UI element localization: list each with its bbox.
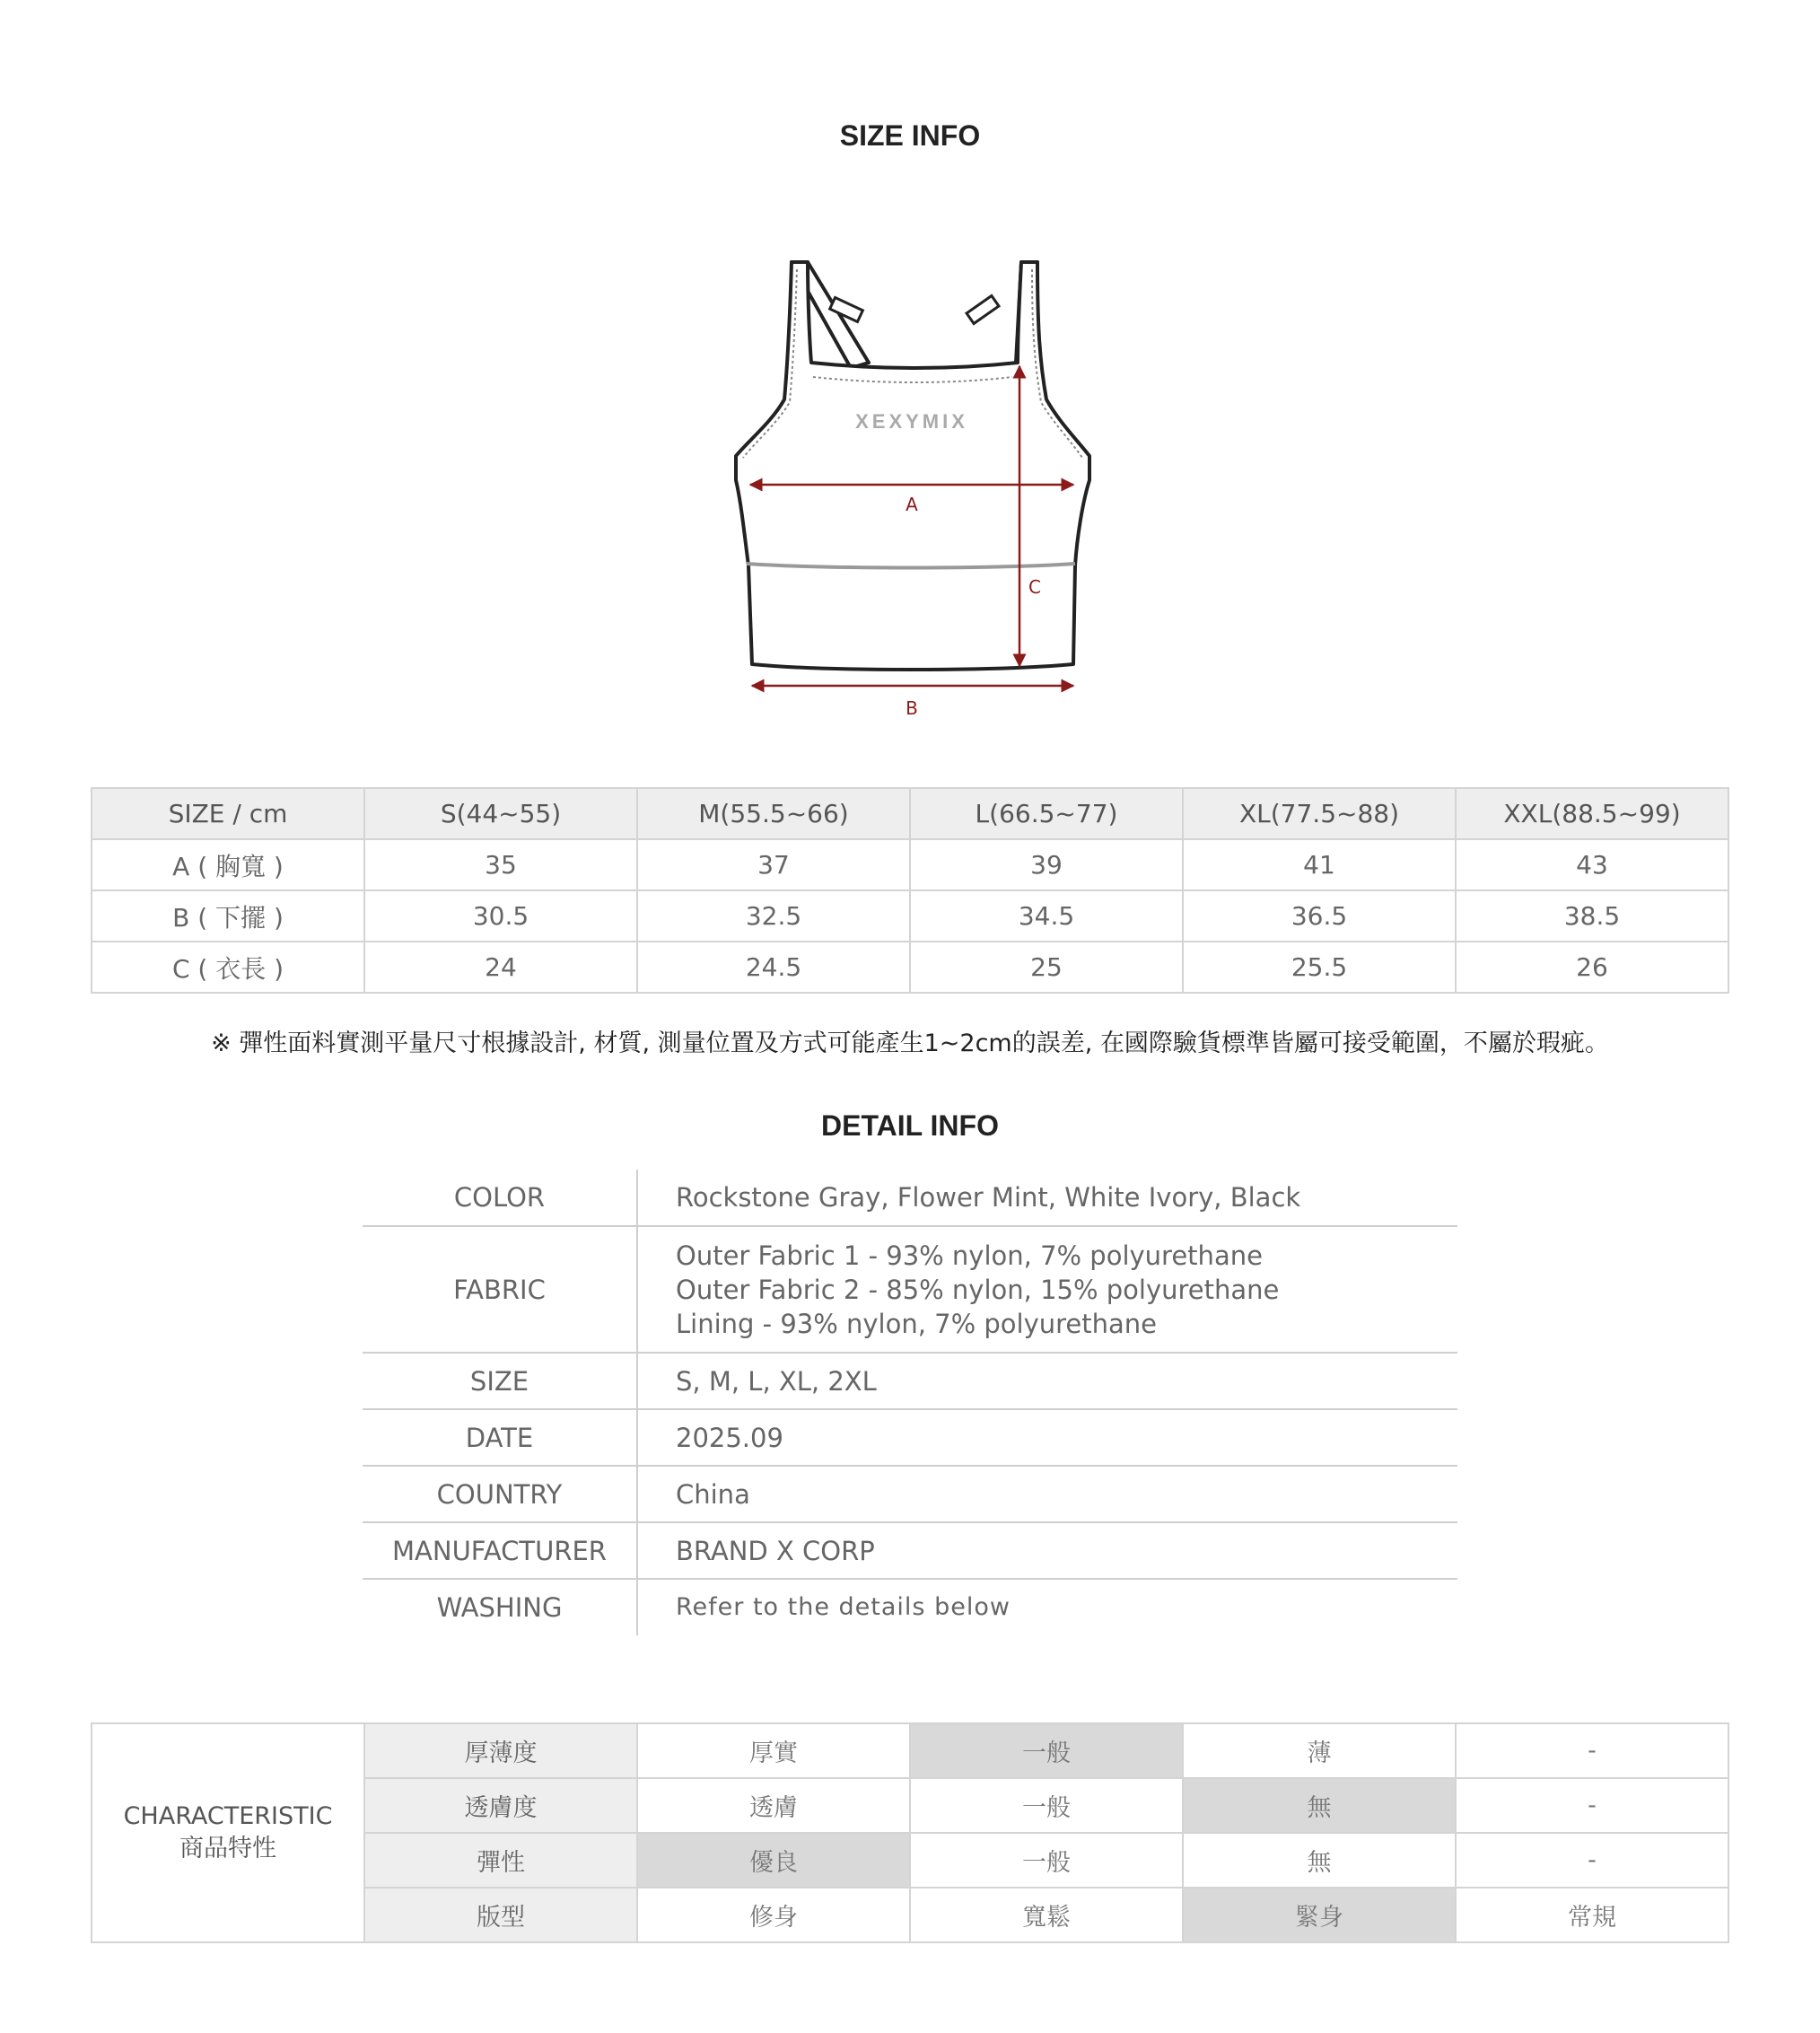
characteristic-option: 寬鬆 [910, 1888, 1183, 1942]
size-cell: 32.5 [637, 890, 910, 942]
characteristic-table [91, 1722, 1729, 1943]
characteristic-option: 一般 [910, 1778, 1183, 1833]
characteristic-attribute: 版型 [364, 1888, 637, 1942]
characteristic-option: 常規 [1456, 1888, 1728, 1942]
size-cell: 25 [910, 942, 1183, 993]
size-table-header [92, 788, 1728, 839]
size-header-cell: SIZE / cm [92, 788, 364, 839]
size-header-cell: M(55.5~66) [637, 788, 910, 839]
size-cell: 38.5 [1456, 890, 1728, 942]
size-cell: 24 [364, 942, 637, 993]
size-table-row [92, 942, 1728, 993]
characteristic-attribute: 厚薄度 [364, 1723, 637, 1778]
characteristic-option: 優良 [637, 1833, 910, 1888]
detail-row-fabric [363, 1226, 1457, 1353]
detail-value [637, 1579, 1457, 1635]
size-row-label: B ( 下擺 ) [92, 890, 364, 942]
size-header-cell: S(44~55) [364, 788, 637, 839]
measure-b-label: B [906, 697, 918, 719]
size-cell: 43 [1456, 839, 1728, 890]
size-cell: 37 [637, 839, 910, 890]
detail-info-title: DETAIL INFO [821, 1109, 999, 1142]
detail-row-manufacturer [363, 1522, 1457, 1579]
detail-value-line: S, M, L, XL, 2XL [676, 1365, 877, 1397]
characteristic-row [92, 1723, 1728, 1778]
detail-label: DATE [363, 1409, 637, 1466]
characteristic-option: 一般 [910, 1723, 1183, 1778]
size-cell: 34.5 [910, 890, 1183, 942]
characteristic-option: 無 [1183, 1833, 1456, 1888]
detail-value-line: 2025.09 [676, 1422, 783, 1453]
detail-value-line: Outer Fabric 1 - 93% nylon, 7% polyurethane [676, 1240, 1263, 1271]
size-table-row [92, 839, 1728, 890]
characteristic-header [92, 1723, 364, 1942]
size-cell: 35 [364, 839, 637, 890]
detail-value [637, 1226, 1457, 1353]
detail-label: COLOR [363, 1170, 637, 1226]
characteristic-title-en: CHARACTERISTIC [123, 1802, 333, 1830]
detail-value-line: China [676, 1478, 750, 1510]
detail-row-country [363, 1466, 1457, 1522]
size-header-cell: XXL(88.5~99) [1456, 788, 1728, 839]
detail-label: MANUFACTURER [363, 1522, 637, 1579]
measure-a-label: A [906, 494, 918, 515]
characteristic-option: 厚實 [637, 1723, 910, 1778]
detail-value [637, 1353, 1457, 1409]
detail-label: COUNTRY [363, 1466, 637, 1522]
size-table [91, 787, 1729, 994]
characteristic-option: 緊身 [1183, 1888, 1456, 1942]
characteristic-option: - [1456, 1833, 1728, 1888]
characteristic-attribute: 彈性 [364, 1833, 637, 1888]
detail-value [637, 1170, 1457, 1226]
size-disclaimer-note: ※ 彈性面料實測平量尺寸根據設計, 材質, 測量位置及方式可能產生1~2cm的誤差, 在國際驗貨標準皆屬可接受範圍，不屬於瑕疵。 [211, 1030, 1609, 1057]
characteristic-option: 無 [1183, 1778, 1456, 1833]
size-info-title: SIZE INFO [839, 119, 981, 152]
detail-value [637, 1409, 1457, 1466]
detail-value [637, 1466, 1457, 1522]
size-cell: 25.5 [1183, 942, 1456, 993]
detail-value-line: BRAND X CORP [676, 1535, 875, 1566]
characteristic-attribute: 透膚度 [364, 1778, 637, 1833]
size-cell: 26 [1456, 942, 1728, 993]
characteristic-option: - [1456, 1723, 1728, 1778]
size-header-cell: L(66.5~77) [910, 788, 1183, 839]
detail-label: WASHING [363, 1579, 637, 1635]
detail-label: SIZE [363, 1353, 637, 1409]
characteristic-option: 透膚 [637, 1778, 910, 1833]
size-cell: 30.5 [364, 890, 637, 942]
detail-row-color [363, 1170, 1457, 1226]
detail-value-line: Lining - 93% nylon, 7% polyurethane [676, 1308, 1158, 1339]
detail-value-line: Outer Fabric 2 - 85% nylon, 15% polyurethane [676, 1274, 1280, 1305]
characteristic-option: 一般 [910, 1833, 1183, 1888]
characteristic-option: 薄 [1183, 1723, 1456, 1778]
detail-value [637, 1522, 1457, 1579]
detail-value-line: Rockstone Gray, Flower Mint, White Ivory, Black [676, 1182, 1301, 1213]
detail-table [363, 1170, 1457, 1635]
detail-row-size [363, 1353, 1457, 1409]
size-cell: 41 [1183, 839, 1456, 890]
size-cell: 39 [910, 839, 1183, 890]
brand-logo: XEXYMIX [855, 410, 968, 433]
detail-value-line: Refer to the details below [676, 1593, 1011, 1621]
size-row-label: C ( 衣長 ) [92, 942, 364, 993]
characteristic-option: - [1456, 1778, 1728, 1833]
characteristic-title-zh: 商品特性 [179, 1835, 276, 1862]
characteristic-option: 修身 [637, 1888, 910, 1942]
size-cell: 36.5 [1183, 890, 1456, 942]
detail-label: FABRIC [363, 1226, 637, 1353]
garment-diagram [718, 251, 1113, 736]
size-row-label: A ( 胸寬 ) [92, 839, 364, 890]
detail-row-date [363, 1409, 1457, 1466]
size-cell: 24.5 [637, 942, 910, 993]
measure-c-label: C [1028, 576, 1041, 598]
size-header-cell: XL(77.5~88) [1183, 788, 1456, 839]
detail-row-washing [363, 1579, 1457, 1635]
size-table-row [92, 890, 1728, 942]
garment-outline [736, 262, 1089, 670]
